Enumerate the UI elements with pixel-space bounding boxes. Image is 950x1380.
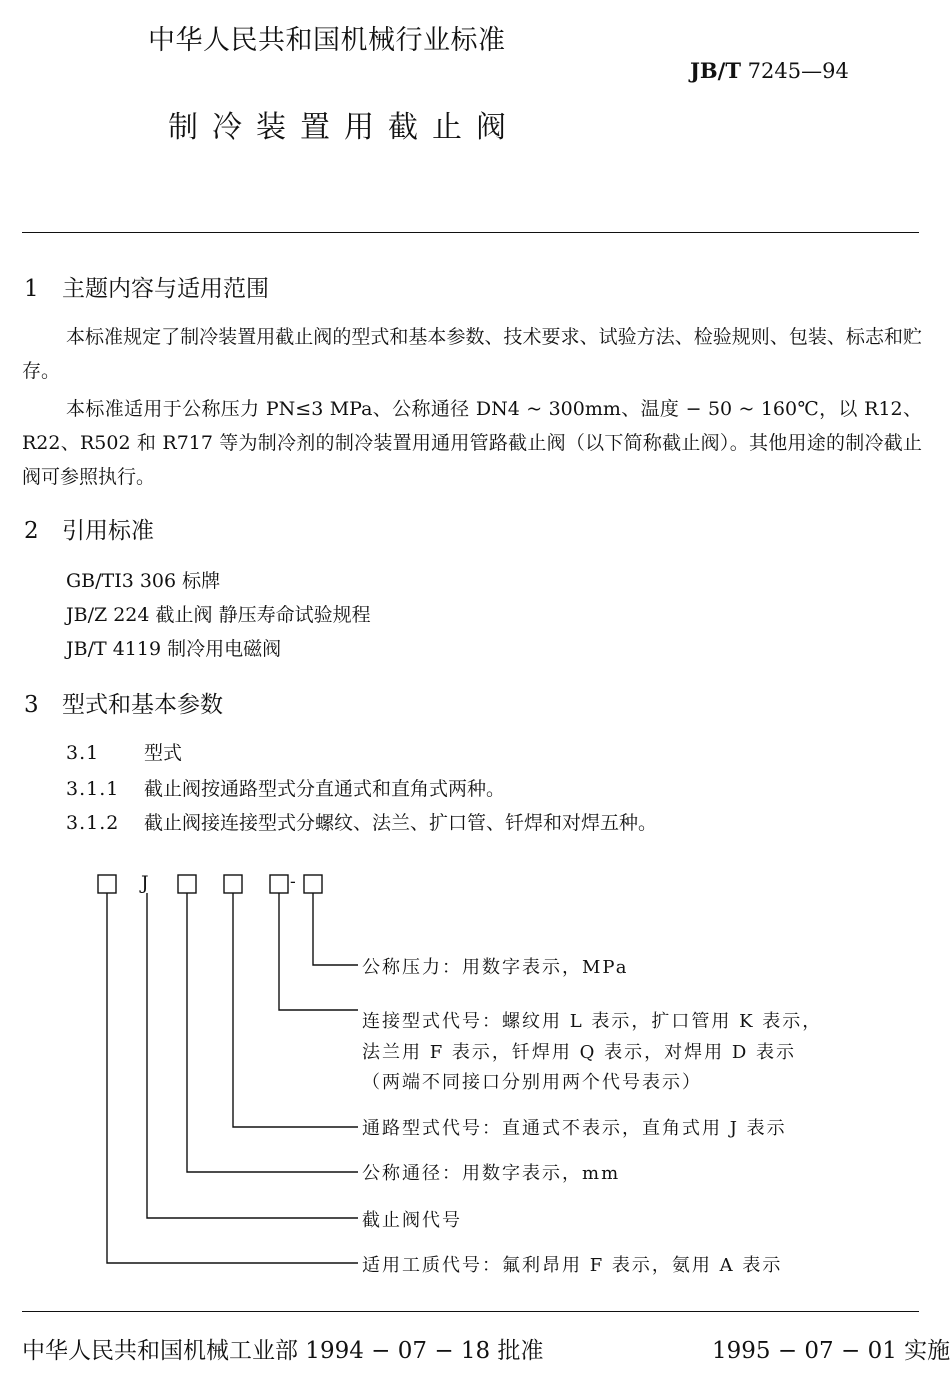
code-box-diameter [178,875,196,893]
clause-number: 3.1.2 [66,812,120,834]
issuing-organization: 中华人民共和国机械行业标准 [148,25,506,56]
clause-text: 截止阀按通路型式分直通式和直角式两种。 [144,778,506,800]
label-diameter: 公称通径：用数字表示，mm [362,1163,621,1184]
section-1-heading [24,270,269,303]
code-dash: - [290,872,298,892]
code-box-pressure [304,875,322,893]
clause-3-1-1 [66,774,505,801]
label-medium: 适用工质代号：氟利昂用 F 表示，氨用 A 表示 [362,1255,783,1276]
clause-text: 截止阀接连接型式分螺纹、法兰、扩口管、钎焊和对焊五种。 [144,812,658,834]
label-valve: 截止阀代号 [362,1210,462,1231]
label-connection-line-2: 法兰用 F 表示，钎焊用 Q 表示，对焊用 D 表示 [362,1042,797,1063]
code-letter-j: J [141,872,151,894]
label-pressure: 公称压力：用数字表示，MPa [362,957,629,978]
section-2-title: 引用标准 [62,518,154,544]
clause-3-1 [66,738,182,765]
section-1-paragraph-1: 本标准规定了制冷装置用截止阀的型式和基本参数、技术要求、试验方法、检验规则、包装、标志和贮存。 [22,326,922,382]
leader-diameter [187,893,358,1172]
label-passage: 通路型式代号：直通式不表示，直角式用 J 表示 [362,1118,787,1139]
section-3-title: 型式和基本参数 [62,692,223,718]
section-1-number: 1 [24,276,39,302]
approval-date: 中华人民共和国机械工业部 1994 − 07 − 18 批准 [22,1338,544,1364]
effective-date: 1995 − 07 − 01 实施 [712,1338,950,1364]
leader-pressure [313,893,358,965]
code-box-medium [98,875,116,893]
section-3-number: 3 [24,692,39,718]
section-1-title: 主题内容与适用范围 [62,276,269,302]
code-box-passage [224,875,242,893]
clause-number: 3.1 [66,742,100,764]
reference-standard: JB/T 4119 制冷用电磁阀 [66,638,282,660]
header-divider [22,232,919,233]
clause-text: 型式 [144,742,183,764]
standard-code-number: 7245—94 [747,59,849,83]
standard-code [690,58,849,83]
leader-valve [147,893,358,1218]
code-box-connection [270,875,288,893]
label-connection-line-3: （两端不同接口分别用两个代号表示） [362,1072,702,1093]
section-2-number: 2 [24,518,39,544]
section-3-heading [24,686,223,719]
footer-divider [22,1311,919,1312]
section-1-paragraph-2: 本标准适用于公称压力 PN≤3 MPa、公称通径 DN4 ~ 300mm、温度 − 50 ~ 160℃，以 R12、R22、R502 和 R717 等为制冷剂的制冷装置用通用管路截止阀（以下简称截止阀）。其他用途的制冷截止阀可参照执行。 [22,398,922,488]
clause-3-1-2 [66,808,657,835]
document-title: 制冷装置用截止阀 [168,110,520,145]
reference-standard: GB/TI3 306 标牌 [66,570,221,592]
model-designation-diagram [0,860,950,1290]
leader-connection [279,893,358,1010]
reference-standard: JB/Z 224 截止阀 静压寿命试验规程 [66,604,371,626]
clause-number: 3.1.1 [66,778,120,800]
section-2-heading [24,512,154,545]
label-connection-line-1: 连接型式代号：螺纹用 L 表示，扩口管用 K 表示， [362,1011,823,1032]
standard-code-prefix: JB/T [690,58,741,83]
